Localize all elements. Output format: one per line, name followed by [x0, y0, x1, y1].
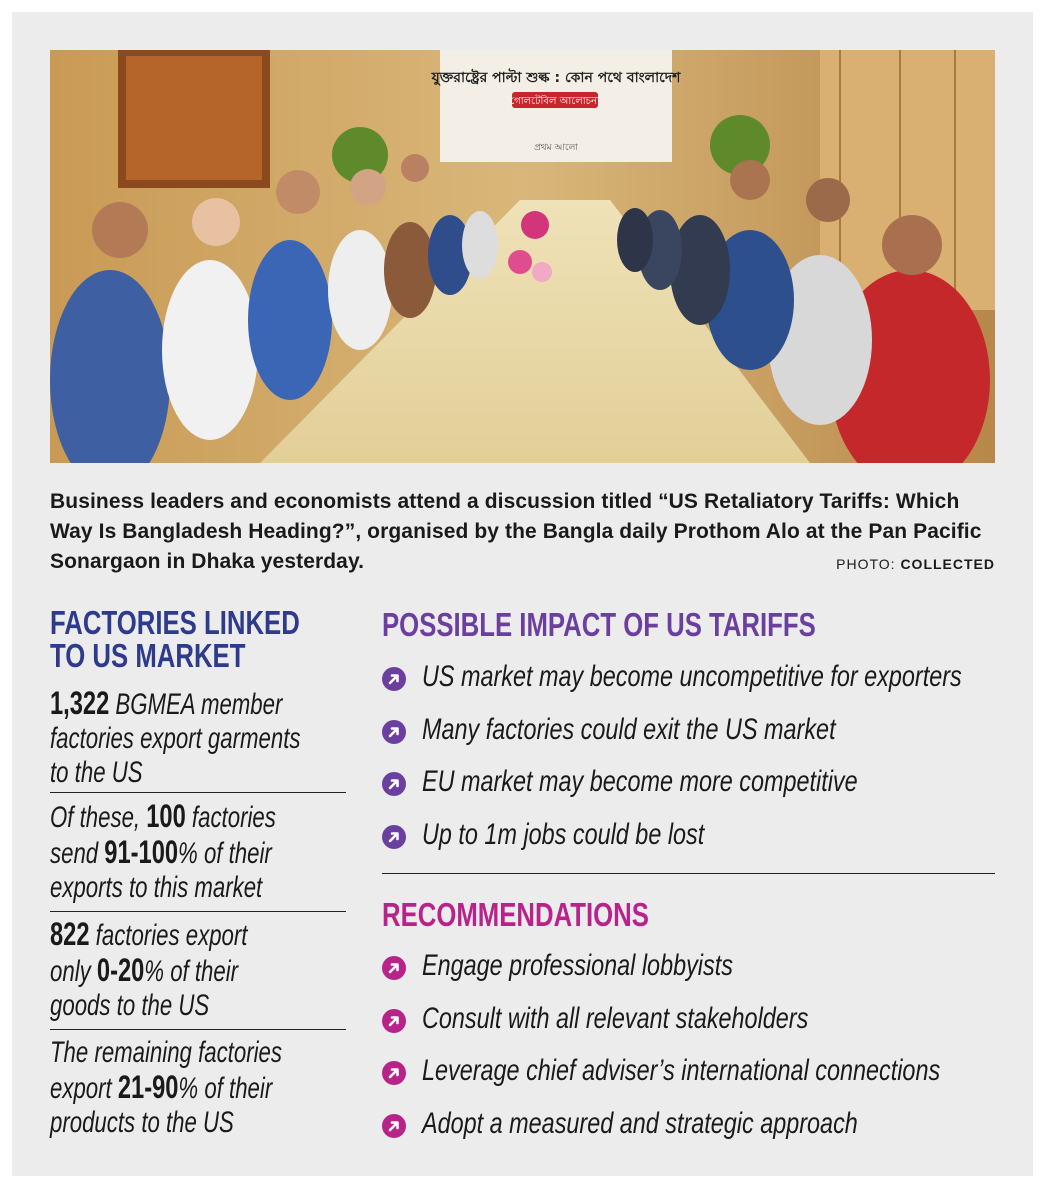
factories-heading-line1: FACTORIES LINKED	[50, 604, 300, 641]
factories-heading-line2: TO US MARKET	[50, 637, 246, 674]
arrow-icon	[382, 667, 406, 691]
arrow-icon	[382, 772, 406, 796]
stat-block-3	[50, 917, 346, 1023]
divider	[50, 792, 346, 793]
stat-4-text3: products to the US	[50, 1106, 234, 1139]
photo-caption: Business leaders and economists attend a discussion titled “US Retaliatory Tariffs: Which Way Is Bangladesh Heading?”, organised by the Bangla daily Prothom Alo at the Pan Pacific Sonargaon in Dhaka yesterday.	[50, 490, 982, 573]
stat-1-number: 1,322	[50, 685, 110, 721]
arrow-icon	[382, 1061, 406, 1085]
stat-2-text3: exports to this market	[50, 871, 263, 904]
banner-subtitle: গোলটেবিল আলোচনা	[510, 96, 600, 107]
stat-3-range: 0-20	[96, 952, 145, 988]
arrow-icon	[382, 720, 406, 744]
stat-3-text2a: only	[50, 955, 97, 988]
stat-2-text2a: send	[50, 837, 105, 870]
roundtable-photo	[50, 50, 995, 463]
stat-3-text1: factories export	[89, 919, 248, 952]
stat-4-text2a: export	[50, 1072, 118, 1105]
stat-2-range: 91-100	[104, 834, 179, 870]
impact-item-text: EU market may become more competitive	[422, 765, 858, 798]
stat-1-text2: factories export garments	[50, 722, 301, 755]
arrow-icon	[382, 825, 406, 849]
stat-4-text2b: % of their	[178, 1072, 273, 1105]
stat-block-1	[50, 686, 346, 790]
section-divider	[382, 873, 995, 874]
stat-block-2	[50, 799, 346, 905]
stat-4-range: 21-90	[117, 1069, 179, 1105]
arrow-icon	[382, 956, 406, 980]
recommendations-item-text: Adopt a measured and strategic approach	[422, 1106, 858, 1140]
stat-2-number: 100	[146, 798, 186, 834]
stat-2-text1a: Of these,	[50, 801, 147, 834]
stat-3-number: 822	[50, 916, 90, 952]
stat-block-4	[50, 1036, 346, 1140]
stat-4-text1: The remaining factories	[50, 1036, 282, 1069]
arrow-icon	[382, 1114, 406, 1138]
recommendations-item-text: Consult with all relevant stakeholders	[422, 1001, 809, 1035]
photo-credit-label: PHOTO:	[836, 556, 896, 572]
stat-1-text3: to the US	[50, 756, 143, 789]
divider	[50, 1029, 346, 1030]
impact-item-text: US market may become uncompetitive for exporters	[422, 660, 962, 693]
arrow-icon	[382, 1009, 406, 1033]
banner-brand: প্রথম আলো	[534, 143, 578, 153]
recommendations-item-text: Leverage chief adviser’s international connections	[422, 1054, 941, 1087]
stat-1-text1: BGMEA member	[109, 688, 283, 721]
impact-heading: POSSIBLE IMPACT OF US TARIFFS	[382, 606, 816, 643]
impact-item-text: Up to 1m jobs could be lost	[422, 817, 705, 851]
divider	[50, 911, 346, 912]
stat-3-text2b: % of their	[144, 955, 239, 988]
recommendations-heading: RECOMMENDATIONS	[382, 896, 649, 933]
factories-heading	[50, 606, 370, 672]
impact-item-text: Many factories could exit the US market	[422, 712, 836, 746]
photo-credit-value: COLLECTED	[900, 556, 995, 572]
photo-credit	[836, 556, 995, 572]
stat-3-text3: goods to the US	[50, 989, 210, 1022]
recommendations-item-text: Engage professional lobbyists	[422, 949, 733, 982]
stat-2-text2b: % of their	[178, 837, 272, 870]
banner-title: যুক্তরাষ্ট্রের পাল্টা শুল্ক : কোন পথে বাংলাদেশ	[431, 70, 681, 86]
stat-2-text1b: factories	[185, 801, 276, 834]
